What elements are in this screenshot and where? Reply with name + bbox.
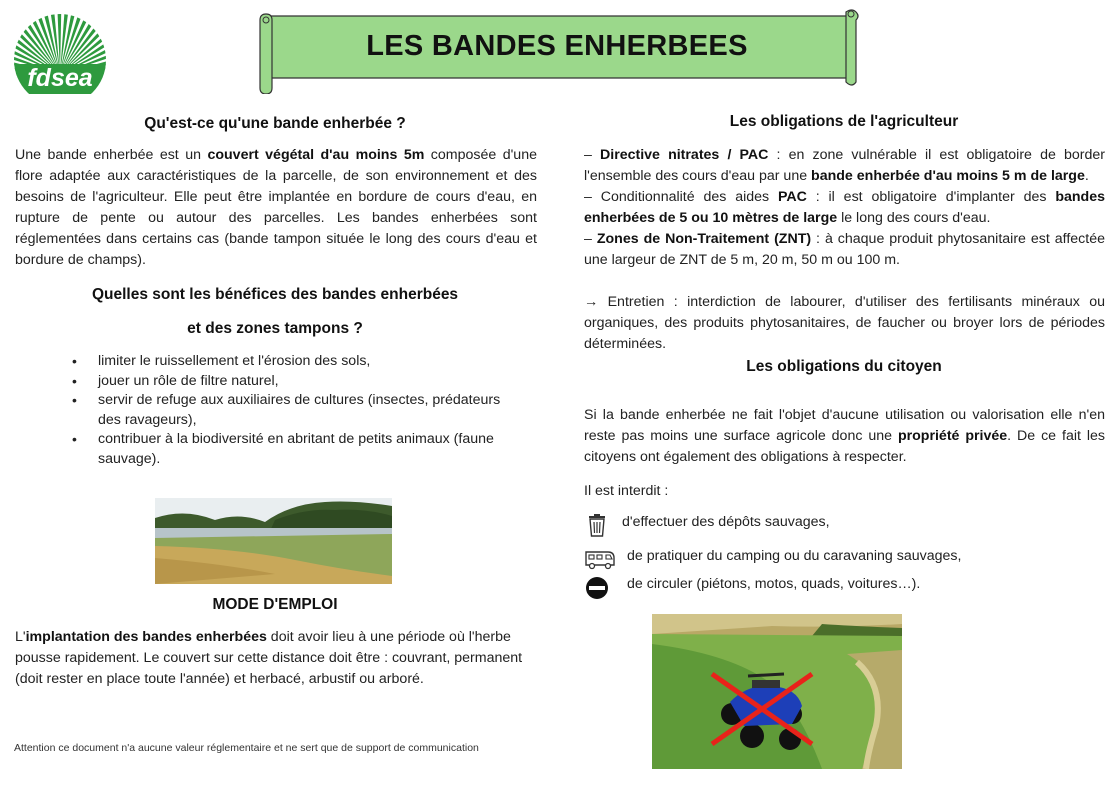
- what-paragraph: Une bande enherbée est un couvert végétal d'au moins 5m composée d'une flore adaptée aux caractéristiques de la parcelle, de son environnement et des besoins de l'agriculteur. Elle peut être implantée en bordure de cours d'eau, en rupture de pente ou autour des parcelles. Les bandes enherbées sont réglementées dans certains cas (bande tampon située le long des cours d'eau et bordure de champs).: [15, 147, 537, 268]
- forbidden-item: [584, 546, 1104, 574]
- citizen-paragraph: Si la bande enherbée ne fait l'objet d'aucune utilisation ou valorisation elle n'en reste pas moins une surface agricole donc une propriété privée. De ce fait les citoyens ont également des obligations à respecter.: [584, 407, 1105, 465]
- logo-text: fdsea: [27, 64, 93, 92]
- footnote: Attention ce document n'a aucune valeur réglementaire et ne sert que de support de communication: [14, 742, 479, 754]
- trash-icon: [584, 512, 610, 538]
- forbidden-item: [584, 512, 1104, 540]
- quad-forbidden-photo: [652, 614, 902, 769]
- list-item: • contribuer à la biodiversité en abritant de petits animaux (faune sauvage).: [70, 430, 520, 469]
- forbidden-text: de circuler (piétons, motos, quads, voitures…).: [627, 576, 921, 592]
- logo-number: 52: [53, 95, 67, 107]
- forbidden-item: [584, 574, 1104, 602]
- benefits-heading-line1: Quelles sont les bénéfices des bandes enherbées: [91, 286, 459, 303]
- grass-strip-photo: [155, 498, 392, 584]
- benefits-heading-line2: et des zones tampons ?: [187, 320, 363, 337]
- list-item: • limiter le ruissellement et l'érosion des sols,: [70, 352, 520, 372]
- farmer-obligations-heading: Les obligations de l'agriculteur: [729, 113, 959, 130]
- maintenance-paragraph: → Entretien : interdiction de labourer, d'utiliser des fertilisants minéraux ou organiques, des produits phytosanitaires, de faucher ou broyer lors de périodes déterminées.: [584, 294, 1105, 352]
- what-heading: Qu'est-ce qu'une bande enherbée ?: [144, 115, 406, 132]
- camper-icon: [584, 546, 616, 572]
- list-item: • servir de refuge aux auxiliaires de cultures (insectes, prédateurs des ravageurs),: [70, 391, 520, 430]
- citizen-obligations-heading: Les obligations du citoyen: [746, 358, 942, 375]
- no-entry-icon: [584, 574, 610, 600]
- page-title: LES BANDES ENHERBEES: [366, 30, 748, 62]
- forbidden-text: d'effectuer des dépôts sauvages,: [622, 514, 830, 530]
- benefits-list: [70, 352, 520, 469]
- farmer-obligations-text: – Directive nitrates / PAC : en zone vulnérable il est obligatoire de border l'ensemble des cours d'eau par une bande enherbée d'au moins 5 m de large. – Conditionnalité des aides PAC : il est obligatoire d'implanter des bandes enherbées de 5 ou 10 mètres de large le long des cours d'eau. – Zones de Non-Traitement (ZNT) : à chaque produit phytosanitaire est affectée une largeur de ZNT de 5 m, 20 m, 50 m ou 100 m.: [584, 147, 1105, 268]
- mode-heading: MODE D'EMPLOI: [212, 596, 338, 613]
- forbidden-intro: Il est interdit :: [584, 483, 669, 499]
- mode-paragraph: L'implantation des bandes enherbées doit avoir lieu à une période où l'herbe pousse rapidement. Le couvert sur cette distance doit être : couvrant, permanent (doit rester en place toute l'année) et herbacé, arbustif ou arboré.: [15, 629, 523, 687]
- fdsea-logo: [12, 12, 108, 108]
- list-item: • jouer un rôle de filtre naturel,: [70, 372, 520, 392]
- forbidden-text: de pratiquer du camping ou du caravaning sauvages,: [627, 548, 962, 564]
